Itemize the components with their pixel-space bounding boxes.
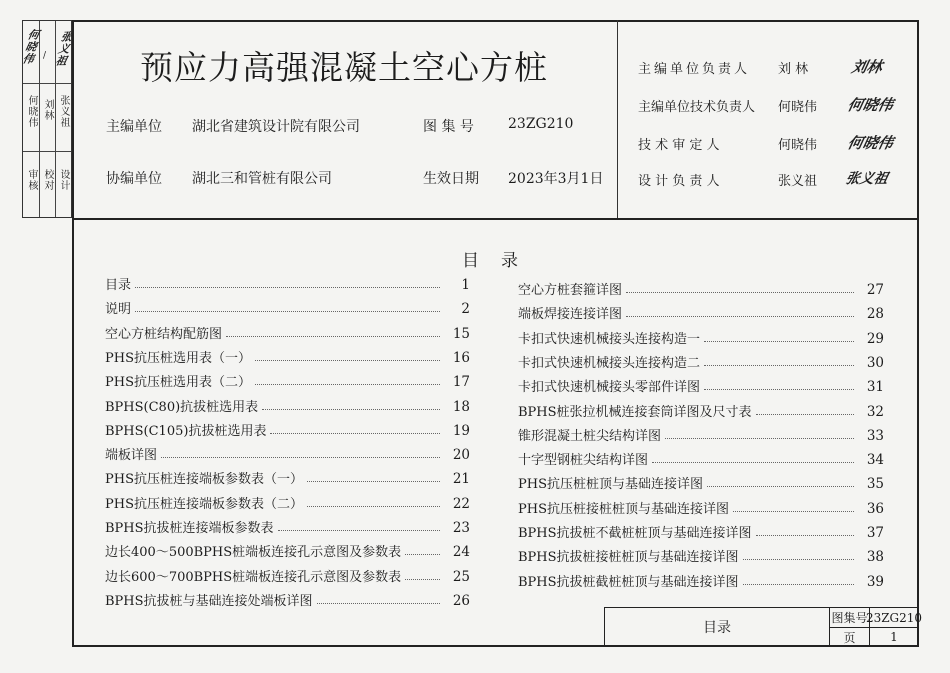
title-block-page: 1 [890, 630, 898, 644]
toc-entry-title: BPHS抗拔桩不截桩桩顶与基础连接详图 [518, 526, 752, 541]
toc-heading: 目录 [462, 251, 540, 271]
toc-entry-title: PHS抗压桩桩顶与基础连接详图 [518, 477, 703, 493]
toc-entry [518, 375, 884, 395]
responsible-name-1: 刘 林 [778, 62, 809, 77]
margin-name-2: 刘林 [42, 99, 53, 121]
toc-entry-page: 31 [866, 379, 884, 396]
toc-entry-leader [626, 316, 854, 317]
responsible-signature-2: 何晓伟 [845, 96, 895, 114]
toc-entry [518, 448, 884, 468]
atlas-no-label: 图 集 号 [423, 119, 474, 135]
toc-entry [105, 589, 470, 609]
toc-entry-title: 锥形混凝土桩尖结构详图 [518, 428, 662, 444]
responsible-role-4: 设 计 负 责 人 [638, 174, 720, 189]
toc-entry-title: BPHS抗拔桩接桩桩顶与基础连接详图 [518, 550, 739, 566]
toc-entry-leader [255, 384, 440, 385]
toc-entry-leader [307, 506, 440, 507]
toc-entry-page: 39 [866, 573, 884, 590]
toc-entry-page: 33 [866, 427, 884, 444]
toc-entry-leader [743, 584, 854, 585]
toc-entry [105, 516, 470, 536]
toc-entry-title: 边长600～700BPHS桩端板连接孔示意图及参数表 [105, 569, 402, 585]
toc-entry-page: 21 [452, 471, 470, 488]
margin-name-3: 张义祖 [58, 95, 69, 128]
toc-entry-page: 27 [866, 282, 884, 298]
toc-entry [518, 570, 884, 590]
toc-entry-page: 16 [452, 349, 470, 366]
toc-entry [105, 297, 470, 317]
toc-entry-leader [270, 433, 440, 434]
co-unit-label: 协编单位 [106, 171, 162, 187]
toc-entry-title: 空心方桩套箍详图 [518, 283, 623, 298]
effective-date-value: 2023年3月1日 [508, 171, 604, 187]
responsible-name-3: 何晓伟 [778, 138, 818, 153]
toc-entry [105, 346, 470, 366]
toc-entry-title: BPHS(C80)抗拔桩选用表 [105, 399, 259, 415]
toc-entry-leader [626, 292, 854, 293]
toc-entry-page: 38 [866, 549, 884, 566]
toc-entry-page: 2 [461, 301, 470, 318]
toc-entry-page: 34 [866, 452, 884, 469]
title-block-sheet-title: 目录 [605, 608, 830, 646]
toc-entry-leader [756, 414, 854, 415]
atlas-no-value: 23ZG210 [508, 116, 574, 132]
toc-entry-title: PHS抗压桩选用表（二） [105, 375, 251, 391]
toc-entry [518, 302, 884, 322]
toc-entry-title: 卡扣式快速机械接头连接构造一 [518, 331, 701, 347]
chief-unit-value: 湖北省建筑设计院有限公司 [192, 119, 360, 135]
toc-entry-leader [704, 341, 854, 342]
toc-entry [105, 273, 470, 293]
toc-entry-leader [733, 511, 854, 512]
toc-entry-title: 说明 [105, 302, 132, 318]
toc-entry [105, 419, 470, 439]
responsible-signature-1: 刘林 [849, 58, 884, 76]
toc-entry [105, 395, 470, 415]
toc-entry [105, 540, 470, 560]
header-column-divider [617, 20, 618, 218]
toc-entry-leader [405, 579, 440, 580]
toc-entry [518, 400, 884, 420]
toc-entry [518, 351, 884, 371]
toc-entry [518, 497, 884, 517]
title-block-atlas-label: 图集号 [830, 608, 870, 628]
toc-entry-page: 37 [866, 525, 884, 541]
title-block [604, 607, 923, 647]
toc-entry-leader [317, 603, 440, 604]
toc-entry-leader [704, 389, 854, 390]
toc-entry-leader [135, 311, 440, 312]
responsible-signature-4: 张义祖 [844, 171, 890, 187]
toc-entry-page: 25 [452, 568, 470, 585]
toc-entry-leader [704, 365, 854, 366]
toc-entry-title: BPHS(C105)抗拔桩选用表 [105, 423, 267, 439]
toc-entry [105, 565, 470, 585]
toc-entry-page: 19 [452, 422, 470, 439]
margin-signature-1: 何晓伟 [20, 29, 41, 65]
toc-entry [518, 545, 884, 565]
toc-entry-leader [707, 486, 854, 487]
toc-entry-leader [226, 336, 440, 337]
document-title: 预应力高强混凝土空心方桩 [140, 48, 548, 87]
toc-entry-page: 36 [866, 500, 884, 517]
margin-role-1: 审核 [26, 169, 37, 191]
toc-entry-page: 22 [452, 495, 470, 512]
toc-entry [105, 370, 470, 390]
toc-entry-page: 24 [452, 544, 470, 561]
margin-role-2: 校对 [42, 169, 53, 191]
margin-role-3: 设计 [58, 169, 69, 191]
toc-entry [105, 443, 470, 463]
toc-entry-leader [255, 360, 440, 361]
toc-entry-page: 17 [452, 374, 470, 391]
chief-unit-label: 主编单位 [106, 119, 162, 135]
toc-entry-title: PHS抗压桩选用表（一） [105, 350, 251, 366]
toc-entry-leader [756, 535, 854, 536]
toc-entry-title: PHS抗压桩连接端板参数表（一） [105, 472, 303, 488]
toc-entry-title: 端板焊接连接详图 [518, 307, 623, 323]
toc-entry-page: 32 [866, 403, 884, 420]
toc-entry [518, 278, 884, 298]
responsible-name-2: 何晓伟 [778, 100, 818, 115]
margin-signoff-strip [22, 20, 72, 218]
toc-entry-leader [405, 554, 440, 555]
responsible-signature-3: 何晓伟 [845, 134, 895, 152]
margin-signature-2: 张义祖 [53, 31, 74, 67]
toc-entry-leader [135, 287, 440, 288]
toc-entry [518, 472, 884, 492]
toc-entry [105, 467, 470, 487]
toc-entry-title: BPHS抗拔桩连接端板参数表 [105, 521, 274, 536]
toc-entry [518, 424, 884, 444]
toc-entry-page: 29 [866, 330, 884, 347]
toc-entry-leader [161, 457, 440, 458]
toc-entry-leader [307, 481, 440, 482]
toc-entry [518, 521, 884, 541]
toc-entry-title: PHS抗压桩连接端板参数表（二） [105, 496, 303, 512]
toc-entry-title: BPHS抗拔桩截桩桩顶与基础连接详图 [518, 574, 739, 590]
toc-entry-page: 23 [452, 520, 470, 536]
toc-entry-title: 端板详图 [105, 448, 158, 464]
toc-entry-title: 十字型钢桩尖结构详图 [518, 453, 649, 469]
toc-entry-title: BPHS抗拔桩与基础连接处端板详图 [105, 593, 313, 609]
toc-entry-leader [262, 409, 440, 410]
title-block-atlas-no: 23ZG210 [870, 608, 918, 628]
toc-entry-page: 28 [866, 306, 884, 323]
header-divider [72, 218, 919, 220]
responsible-role-1: 主编单位负责人 [638, 62, 751, 77]
toc-entry-title: 空心方桩结构配筋图 [105, 326, 223, 342]
toc-entry-title: 卡扣式快速机械接头零部件详图 [518, 380, 701, 396]
toc-entry-page: 26 [452, 592, 470, 609]
toc-entry-page: 35 [866, 476, 884, 493]
toc-entry-title: BPHS桩张拉机械连接套筒详图及尺寸表 [518, 404, 752, 420]
toc-entry-leader [743, 559, 854, 560]
co-unit-value: 湖北三和管桩有限公司 [192, 171, 332, 187]
toc-entry-title: 边长400～500BPHS桩端板连接孔示意图及参数表 [105, 545, 402, 561]
responsible-role-3: 技 术 审 定 人 [638, 138, 720, 153]
responsible-role-2: 主编单位技术负责人 [638, 100, 756, 115]
toc-entry-page: 20 [452, 447, 470, 464]
toc-entry-page: 30 [866, 354, 884, 371]
toc-entry-title: PHS抗压桩接桩桩顶与基础连接详图 [518, 501, 729, 517]
toc-entry-leader [278, 530, 440, 531]
toc-entry-title: 目录 [105, 278, 132, 293]
margin-name-1: 何晓伟 [26, 95, 37, 128]
toc-entry-page: 1 [461, 277, 470, 293]
toc-entry [105, 322, 470, 342]
title-block-page-label: 页 [830, 628, 870, 646]
margin-slash: / [43, 51, 47, 61]
responsible-name-4: 张义祖 [778, 174, 818, 189]
toc-entry-page: 15 [452, 325, 470, 342]
toc-entry-leader [665, 438, 854, 439]
effective-date-label: 生效日期 [423, 171, 479, 187]
toc-entry-page: 18 [452, 398, 470, 415]
toc-entry [518, 327, 884, 347]
toc-entry-title: 卡扣式快速机械接头连接构造二 [518, 355, 701, 371]
toc-entry [105, 492, 470, 512]
toc-entry-leader [652, 462, 854, 463]
